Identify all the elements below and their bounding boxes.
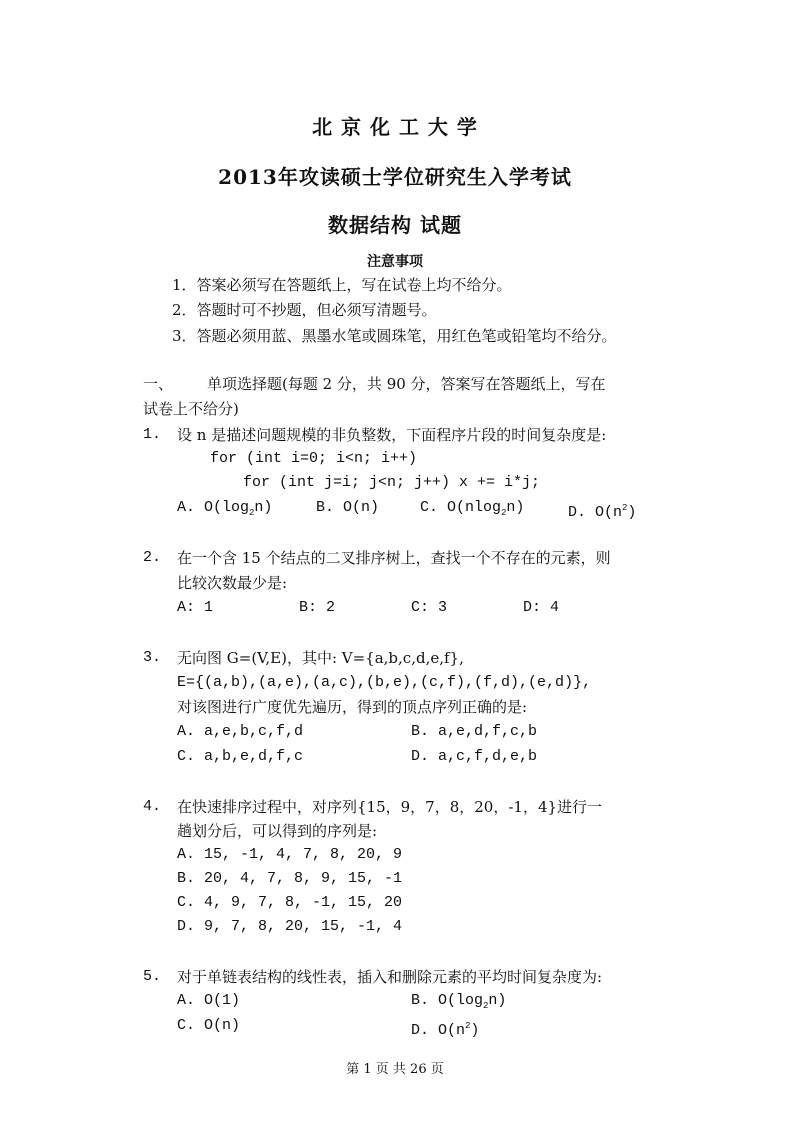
q2-option-c: C: 3 — [411, 599, 448, 616]
q2-option-a: A: 1 — [177, 599, 214, 616]
q5-option-c: C. O(n) — [177, 1017, 241, 1034]
q2-number: 2. — [143, 549, 162, 566]
q5-option-d: D. $O(n^2)$ — [411, 1021, 480, 1039]
notice-1: 1．答案必须写在答题纸上，写在试卷上均不给分。 — [172, 276, 512, 294]
q5-number: 5. — [143, 968, 162, 985]
q4-option-b: B. 20, 4, 7, 8, 9, 15, -1 — [177, 870, 403, 887]
q3-option-d: D. a,c,f,d,e,b — [411, 748, 538, 765]
q3-text: 无向图 G=(V,E)，其中: V={a,b,c,d,e,f}, — [177, 649, 464, 667]
q5-option-a: A. O(1) — [177, 992, 241, 1009]
q3-option-a: A. a,e,b,c,f,d — [177, 723, 304, 740]
university-title: 北 京 化 工 大 学 — [312, 115, 478, 139]
q4-option-c: C. 4, 9, 7, 8, -1, 15, 20 — [177, 894, 403, 911]
section-number: 一、 — [143, 375, 174, 393]
q3-number: 3. — [143, 649, 162, 666]
notice-3: 3．答题必须用蓝、黑墨水笔或圆珠笔，用红色笔或铅笔均不给分。 — [172, 327, 617, 345]
section-heading: 单项选择题(每题 2 分，共 90 分，答案写在答题纸上，写在 — [207, 375, 606, 393]
q4-number: 4. — [143, 798, 162, 815]
subject-title: 数据结构 试题 — [328, 213, 462, 237]
q1-option-c: C. O(nlog$_2$n) — [420, 499, 525, 518]
q2-text-cont: 比较次数最少是: — [177, 574, 288, 592]
q2-text: 在一个含 15 个结点的二叉排序树上，查找一个不存在的元素，则 — [177, 549, 611, 567]
q3-option-b: B. a,e,d,f,c,b — [411, 723, 538, 740]
q3-question: 对该图进行广度优先遍历，得到的顶点序列正确的是: — [177, 698, 528, 716]
notice-2: 2．答题时可不抄题，但必须写清题号。 — [172, 301, 437, 319]
page-footer: 第 1 页 共 26 页 — [346, 1062, 444, 1077]
section-heading-cont: 试卷上不给分) — [143, 400, 239, 418]
q3-edges: E={(a,b),(a,e),(a,c),(b,e),(c,f),(f,d),(e,d)}, — [177, 674, 592, 691]
q1-number: 1. — [143, 426, 162, 443]
exam-title: 2013年攻读硕士学位研究生入学考试 — [218, 165, 572, 189]
q1-text: 设 n 是描述问题规模的非负整数，下面程序片段的时间复杂度是: — [177, 426, 607, 444]
q2-option-d: D: 4 — [523, 599, 560, 616]
q2-option-b: B: 2 — [299, 599, 336, 616]
q4-text-cont: 趟划分后，可以得到的序列是: — [177, 822, 378, 840]
q1-option-d: D. $O(n^2)$ — [568, 503, 637, 521]
q1-option-b: B. O(n) — [316, 499, 380, 516]
q4-text: 在快速排序过程中，对序列{15，9，7，8，20，-1，4}进行一 — [177, 798, 603, 816]
q1-code-2: for (int j=i; j<n; j++) x += i*j; — [243, 474, 541, 491]
notice-title: 注意事项 — [367, 254, 423, 270]
q5-option-b: B. $O(\log_2n)$ — [411, 992, 507, 1011]
q4-option-d: D. 9, 7, 8, 20, 15, -1, 4 — [177, 918, 403, 935]
q1-code-1: for (int i=0; i<n; i++) — [210, 450, 418, 467]
q4-option-a: A. 15, -1, 4, 7, 8, 20, 9 — [177, 846, 403, 863]
q1-option-a: A. $O(\log_2n)$ — [177, 499, 273, 518]
q3-option-c: C. a,b,e,d,f,c — [177, 748, 304, 765]
q5-text: 对于单链表结构的线性表，插入和删除元素的平均时间复杂度为: — [177, 968, 603, 986]
